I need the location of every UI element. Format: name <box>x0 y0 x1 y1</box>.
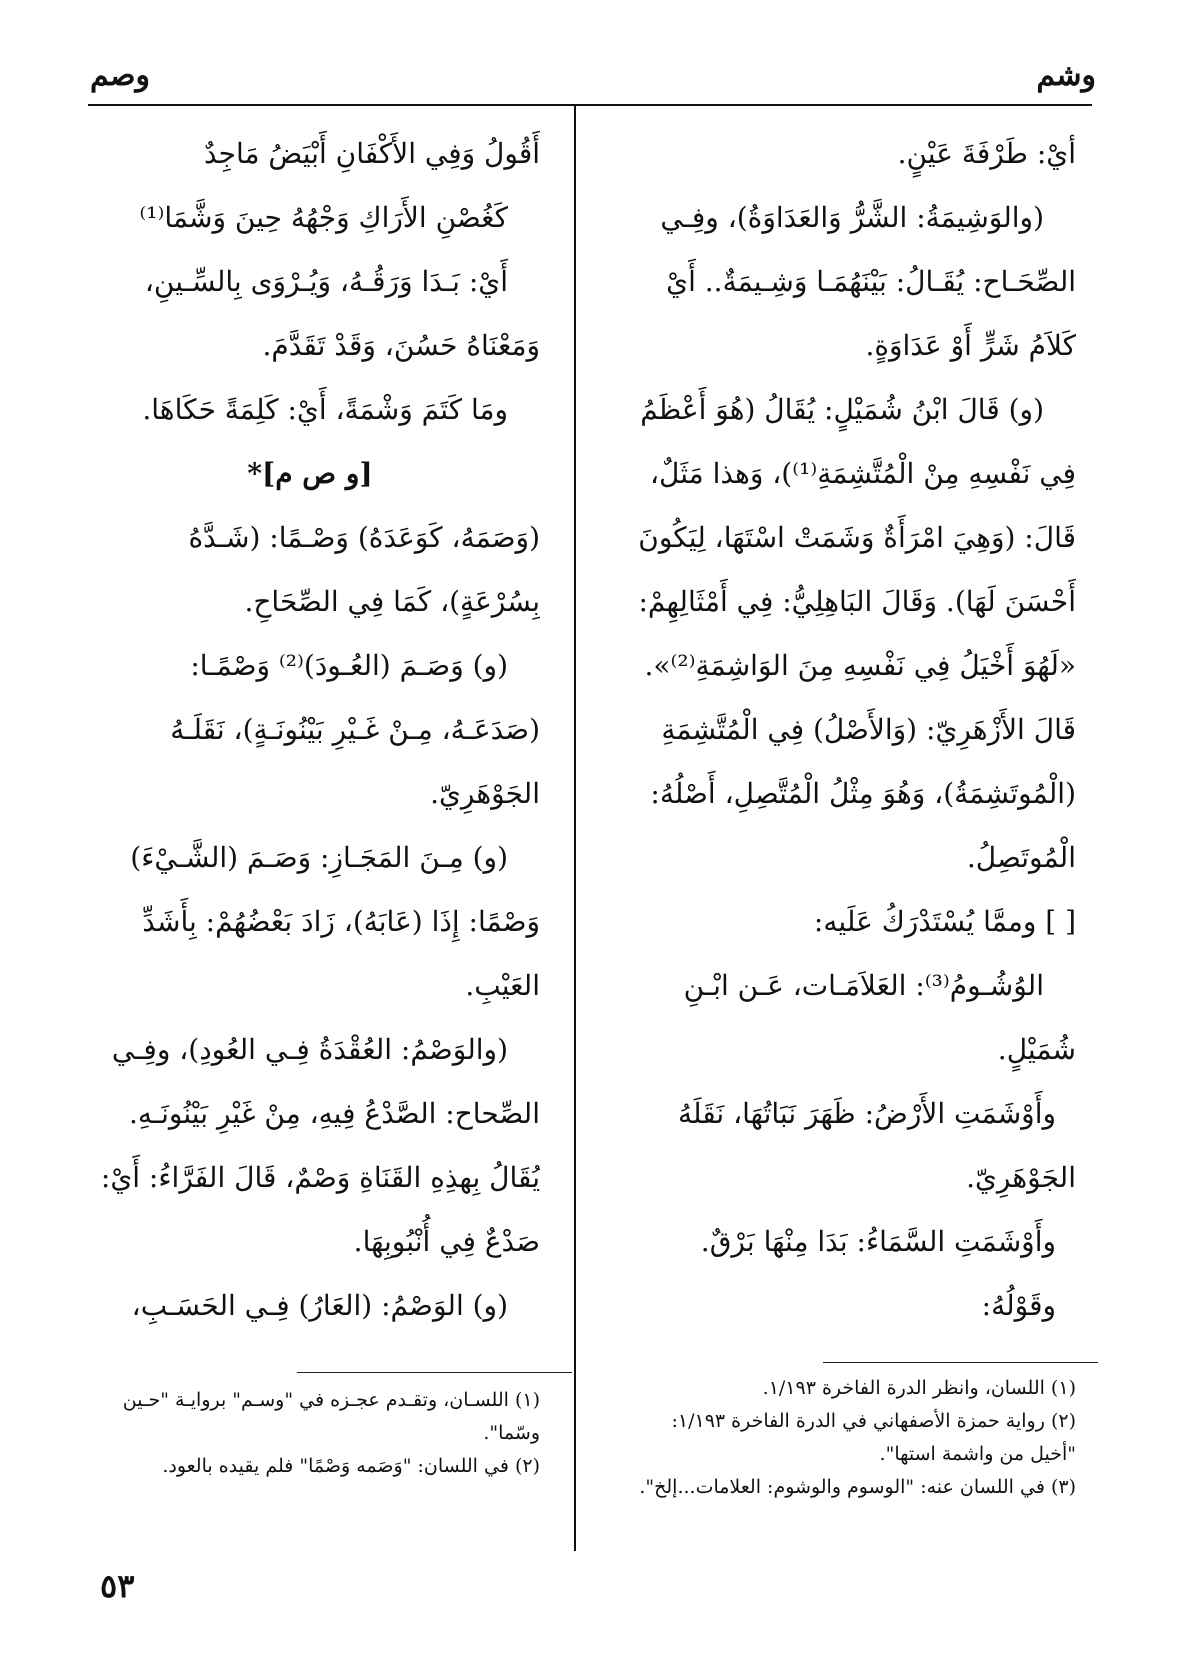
text-line: (وَصَمَهُ، كَوَعَدَهُ) وَصْـمًا: (شَـدَّهُ <box>188 521 540 554</box>
text-line: (والوَشِيمَةُ: الشَّرُّ وَالعَدَاوَةُ)، وفِـي <box>660 201 1044 234</box>
text-line: قَالَ الأَزْهَرِيّ: (وَالأَصْلُ) فِي الْمُتَّشِمَةِ <box>661 713 1076 746</box>
page-number: ٥٣ <box>100 1567 135 1605</box>
right-column <box>616 122 1076 1338</box>
text-line: وأَوْشَمَتِ السَّمَاءُ: بَدَا مِنْهَا بَرْقٌ. <box>700 1225 1056 1258</box>
footnote: (٢) رواية حمزة الأصفهاني في الدرة الفاخرة ١/١٩٣: <box>671 1410 1076 1432</box>
text-line: أَقُولُ وَفِي الأَكْفَانِ أَبْيَضُ مَاجِدٌ <box>203 137 540 170</box>
text-line: العَيْبِ. <box>465 969 540 1002</box>
text-line: الوُشُـومُ⁽³⁾: العَلاَمَـات، عَـن ابْـنِ <box>683 969 1044 1002</box>
text-line: وَمَعْنَاهُ حَسُنَ، وَقَدْ تَقَدَّمَ. <box>262 329 540 362</box>
footnote-rule-right <box>823 1362 1098 1363</box>
text-line: «لَهُوَ أَخْيَلُ فِي نَفْسِهِ مِنَ الوَاشِمَةِ⁽²⁾». <box>644 649 1076 682</box>
text-line: وقَوْلُهُ: <box>981 1289 1056 1322</box>
text-line: الصِّحَـاح: يُقَـالُ: بَيْنَهُمَـا وَشِـيمَةٌ.. أَيْ <box>666 265 1076 298</box>
footnote: "أخيل من واشمة استها". <box>879 1443 1076 1465</box>
footnote: وسّما". <box>483 1422 540 1444</box>
text-line: أَحْسَنَ لَهَا). وَقَالَ البَاهِلِيُّ: فِي أَمْثَالِهِمْ: <box>638 585 1076 618</box>
text-line: الصِّحاح: الصَّدْعُ فِيهِ، مِنْ غَيْرِ بَيْنُونَـهِ. <box>128 1097 540 1130</box>
text-line: قَالَ: (وَهِيَ امْرَأَةٌ وَشَمَتْ اسْتَهَا، لِيَكُونَ <box>638 521 1076 554</box>
footnotes-right-column <box>616 1372 1076 1504</box>
footnote: (٣) في اللسان عنه: "الوسوم والوشوم: العلامات...إلخ". <box>639 1476 1076 1498</box>
text-line: [ ] وممَّا يُسْتَدْرَكُ عَلَيه: <box>813 905 1076 938</box>
footnote: (٢) في اللسان: "وَصَمه وَصْمًا" فلم يقيده بالعود. <box>162 1455 540 1477</box>
text-line: صَدْعٌ فِي أُنْبُوبِهَا. <box>353 1225 540 1258</box>
column-divider <box>574 106 576 1551</box>
text-line: (و) مِـنَ المَجَـازِ: وَصَـمَ (الشَّـيْءَ) <box>130 841 508 874</box>
text-line: كَغُصْنِ الأَرَاكِ وَجْهُهُ حِينَ وَشَّمَا⁽¹⁾ <box>139 201 508 234</box>
text-line: بِسُرْعَةٍ)، كَمَا فِي الصِّحَاحِ. <box>244 585 540 618</box>
text-line: (و) قَالَ ابْنُ شُمَيْلٍ: يُقَالُ (هُوَ أَعْظَمُ <box>640 393 1044 426</box>
text-line: كَلاَمُ شَرٍّ أَوْ عَدَاوَةٍ. <box>865 329 1076 362</box>
text-line: (صَدَعَـهُ، مِـنْ غَـيْرِ بَيْنُونَـةٍ)، نَقَلَـهُ <box>170 713 540 746</box>
footnote: (١) اللسان، وانظر الدرة الفاخرة ١/١٩٣. <box>762 1377 1076 1399</box>
text-line: (و) الوَصْمُ: (العَارُ) فِـي الحَسَـبِ، <box>131 1289 508 1322</box>
text-line: شُمَيْلٍ. <box>997 1033 1076 1066</box>
text-line: الجَوْهَرِيّ. <box>430 777 540 810</box>
text-line: أيْ: طَرْفَةَ عَيْنٍ. <box>897 137 1076 170</box>
text-line: وَصْمًا: إِذَا (عَابَهُ)، زَادَ بَعْضُهُمْ: بِأَشَدِّ <box>142 905 540 938</box>
text-line: الجَوْهَرِيّ. <box>966 1161 1076 1194</box>
page-header-next-root-word: وصم <box>90 58 150 93</box>
text-line: (والوَصْمُ: العُقْدَةُ فِـي العُودِ)، وفِـي <box>111 1033 508 1066</box>
section-heading: [و ص م]* <box>247 457 373 490</box>
footnote-rule-left <box>297 1372 572 1373</box>
footnotes-left-column <box>80 1384 540 1483</box>
header-rule <box>88 104 1092 106</box>
page-header-root-word: وشم <box>1036 58 1096 93</box>
text-line: يُقَالُ بِهذِهِ القَنَاةِ وَصْمٌ، قَالَ الفَرَّاءُ: أَيْ: <box>100 1161 540 1194</box>
text-line: الْمُوتَصِلُ. <box>966 841 1076 874</box>
text-line: وأَوْشَمَتِ الأَرْضُ: ظَهَرَ نَبَاتُهَا، نَقَلَهُ <box>677 1097 1056 1130</box>
text-line: (و) وَصَـمَ (العُـودَ)⁽²⁾ وَصْمًـا: <box>190 649 508 682</box>
text-line: ومَا كَتَمَ وَشْمَةً، أَيْ: كَلِمَةً حَكَاهَا. <box>142 393 508 426</box>
text-line: أَيْ: بَـدَا وَرَقُـهُ، وَيُـرْوَى بِالسِّـينِ، <box>144 265 508 298</box>
footnote: (١) اللسـان، وتقـدم عجـزه في "وسـم" بروايـة "حـين <box>122 1389 540 1411</box>
text-line: (الْمُوتَشِمَةُ)، وَهُوَ مِثْلُ الْمُتَّصِلِ، أَصْلُهُ: <box>650 777 1076 810</box>
left-column <box>80 122 540 1338</box>
text-line: فِي نَفْسِهِ مِنْ الْمُتَّشِمَةِ⁽¹⁾)، وَهذا مَثَلٌ، <box>649 457 1076 490</box>
